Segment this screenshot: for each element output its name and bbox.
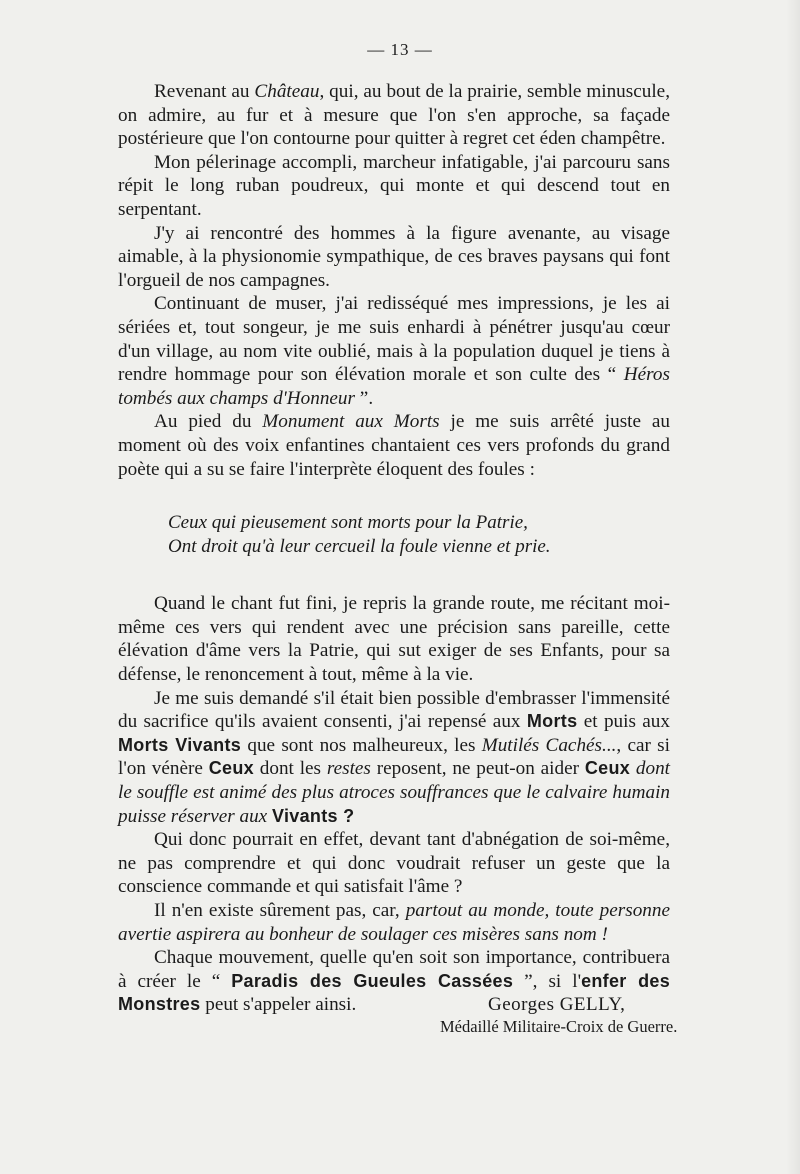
paragraph-8: Qui donc pourrait en effet, devant tant d'abnégation de soi-même, ne pas comprendre et qui donc voudrait refuser un geste que la conscience commande et qui satisfait l'âme ? <box>118 829 670 898</box>
paragraph-10: Chaque mouvement, quelle qu'en soit son importance, contribuera à créer le “ Paradis des Gueules Cassées ”, si l'enfer des Monstres peut s'appeler ainsi. <box>118 947 671 1016</box>
paragraph-6: Quand le chant fut fini, je repris la grande route, me récitant moi-même ces vers qui rendent avec une précision sans pareille, cette élévation d'âme vers la Patrie, qui sut exiger de ses Enfants, pour sa défense, le renoncement à tout, même à la vie. <box>118 593 670 686</box>
verse-line-2: Ont droit qu'à leur cercueil la foule vienne et prie. <box>168 535 551 557</box>
verse-line-1: Ceux qui pieusement sont morts pour la Patrie, <box>168 512 528 534</box>
paragraph-5: Au pied du Monument aux Morts je me suis arrêté juste au moment où des voix enfantines chantaient ces vers profonds du grand poète qui a su se faire l'interprète éloquent des foules : <box>118 411 671 480</box>
signature-title: Médaillé Militaire-Croix de Guerre. <box>440 1017 678 1036</box>
paragraph-1: Revenant au Château, qui, au bout de la prairie, semble minuscule, on admire, au fur et à mesure que l'on s'en approche, sa façade postérieure que l'on contourne pour quitter à regret cet éden champêtre. <box>118 81 670 150</box>
signature-name: Georges GELLY, <box>488 994 626 1015</box>
paragraph-4: Continuant de muser, j'ai redisséqué mes impressions, je les ai sériées et, tout songeur, je me suis enhardi à pénétrer jusqu'au cœur d'un village, au nom vite oublié, mais à la population duquel je tiens à rendre hommage pour son élévation morale et son culte des “ Héros tombés aux champs d'Honneur ”. <box>118 293 670 409</box>
page-edge-shadow <box>786 0 800 1174</box>
page-number: — 13 — <box>367 40 433 59</box>
body-text <box>118 80 670 1017</box>
paragraph-9: Il n'en existe sûrement pas, car, partout au monde, toute personne avertie aspirera au bonheur de soulager ces misères sans nom ! <box>118 900 670 945</box>
verse-quote <box>168 511 670 558</box>
paragraph-7: Je me suis demandé s'il était bien possible d'embrasser l'immensité du sacrifice qu'ils avaient consenti, j'ai repensé aux Morts et puis aux Morts Vivants que sont nos malheureux, les Mutilés Cachés..., car si l'on vénère Ceux dont les restes reposent, ne peut-on aider Ceux dont le souffle est animé des plus atroces souffrances que le calvaire humain puisse réserver aux Vivants ? <box>118 687 670 827</box>
paragraph-3: J'y ai rencontré des hommes à la figure avenante, au visage aimable, à la physionomie sympathique, de ces braves paysans qui font l'orgueil de nos campagnes. <box>118 222 670 291</box>
paragraph-2: Mon pélerinage accompli, marcheur infatigable, j'ai parcouru sans répit le long ruban poudreux, qui monte et qui descend tout en serpentant. <box>118 151 670 220</box>
